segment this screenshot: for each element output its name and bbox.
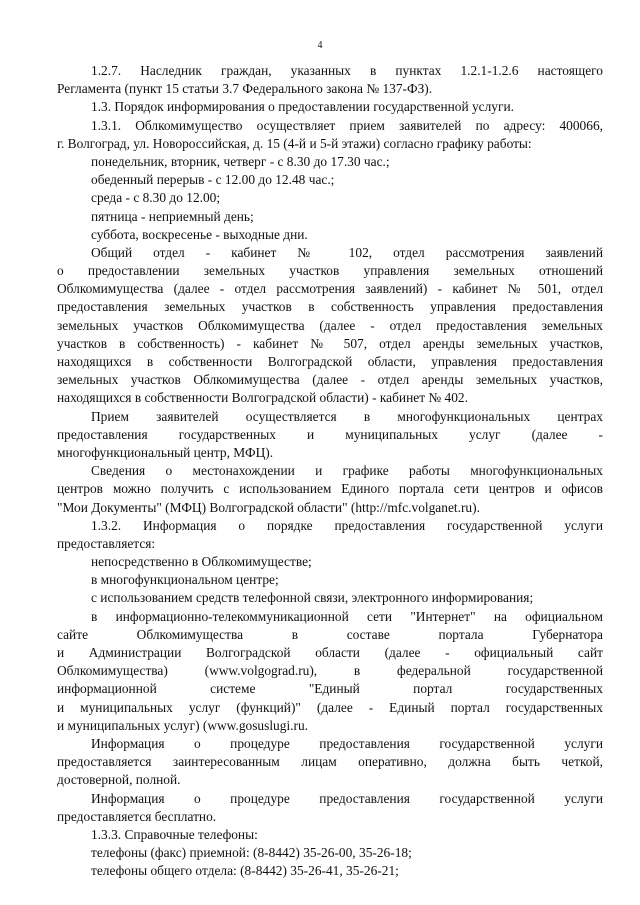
- text-line: суббота, воскресенье - выходные дни.: [91, 226, 308, 242]
- text-line: предоставления земельных участков в собственность управления предоставления: [57, 299, 603, 315]
- text-line: многофункциональный центр, МФЦ).: [57, 444, 274, 460]
- page-number: 4: [317, 40, 323, 51]
- text-line: достоверной, полной.: [57, 772, 181, 788]
- text-line: и Администрации Волгоградской области (далее - официальный сайт: [57, 645, 603, 660]
- text-line: земельных участков Облкомимущества (далее - отдел аренды земельных участков,: [57, 372, 603, 388]
- text-line: находящихся в собственности Волгоградской области, управления предоставления: [57, 354, 603, 369]
- text-line: центров можно получить с использованием Единого портала сети центров и офисов: [57, 481, 603, 497]
- text-line: информационной системе "Единый портал государственных: [57, 681, 603, 697]
- text-line: участков в собственность) - кабинет № 507, отдел аренды земельных участков,: [57, 335, 603, 351]
- text-line: телефоны общего отдела: (8-8442) 35-26-41, 35-26-21;: [91, 863, 399, 879]
- text-line: 1.3.2. Информация о порядке предоставления государственной услуги: [91, 517, 603, 533]
- text-line: Информация о процедуре предоставления государственной услуги: [91, 790, 603, 806]
- document-body: [57, 62, 603, 880]
- text-line: пятница - неприемный день;: [91, 208, 254, 224]
- text-line: предоставления государственных и муниципальных услуг (далее -: [57, 426, 603, 442]
- text-line: Облкомимущества (далее - отдел рассмотрения заявлений) - кабинет № 501, отдел: [57, 281, 603, 297]
- text-line: обеденный перерыв - с 12.00 до 12.48 час.;: [91, 172, 335, 188]
- text-line: Общий отдел - кабинет № 102, отдел рассмотрения заявлений: [91, 244, 603, 260]
- text-line: 1.2.7. Наследник граждан, указанных в пунктах 1.2.1-1.2.6 настоящего: [91, 63, 603, 78]
- text-line: предоставляется заинтересованным лицам оперативно, должна быть четкой,: [57, 754, 603, 770]
- text-line: Регламента (пункт 15 статьи 3.7 Федерального закона № 137-ФЗ).: [57, 81, 433, 97]
- text-line: предоставляется:: [57, 535, 156, 551]
- text-line: Прием заявителей осуществляется в многофункциональных центрах: [91, 408, 603, 424]
- text-line: и муниципальных услуг) (www.gosuslugi.ru.: [57, 717, 309, 733]
- text-line: о предоставлении земельных участков управления земельных отношений: [57, 263, 603, 279]
- text-line: среда - с 8.30 до 12.00;: [91, 190, 221, 206]
- text-line: в многофункциональном центре;: [91, 572, 279, 588]
- text-line: земельных участков Облкомимущества (далее - отдел предоставления земельных: [57, 317, 603, 333]
- text-line: Информация о процедуре предоставления государственной услуги: [91, 735, 603, 751]
- text-line: Облкомимущества) (www.volgograd.ru), в федеральной государственной: [57, 663, 603, 679]
- text-line: 1.3. Порядок информирования о предоставлении государственной услуги.: [91, 99, 515, 115]
- text-line: и муниципальных услуг (функций)" (далее - Единый портал государственных: [57, 699, 603, 715]
- text-line: понедельник, вторник, четверг - с 8.30 до 17.30 час.;: [91, 153, 390, 169]
- text-line: Сведения о местонахождении и графике работы многофункциональных: [91, 463, 603, 479]
- text-line: "Мои Документы" (МФЦ) Волгоградской области" (http://mfc.volganet.ru).: [57, 499, 480, 515]
- text-line: предоставляется бесплатно.: [57, 808, 217, 824]
- text-line: 1.3.1. Облкомимущество осуществляет прием заявителей по адресу: 400066,: [91, 117, 603, 133]
- text-line: телефоны (факс) приемной: (8-8442) 35-26-00, 35-26-18;: [91, 845, 412, 861]
- text-line: непосредственно в Облкомимуществе;: [91, 554, 312, 570]
- text-line: г. Волгоград, ул. Новороссийская, д. 15 (4-й и 5-й этажи) согласно графику работы:: [57, 135, 532, 151]
- text-line: в информационно-телекоммуникационной сети "Интернет" на официальном: [91, 608, 603, 624]
- text-line: с использованием средств телефонной связи, электронного информирования;: [91, 590, 534, 606]
- text-line: 1.3.3. Справочные телефоны:: [91, 826, 258, 842]
- text-line: находящихся в собственности Волгоградской области) - кабинет № 402.: [57, 390, 468, 406]
- text-line: сайте Облкомимущества в составе портала Губернатора: [57, 626, 603, 642]
